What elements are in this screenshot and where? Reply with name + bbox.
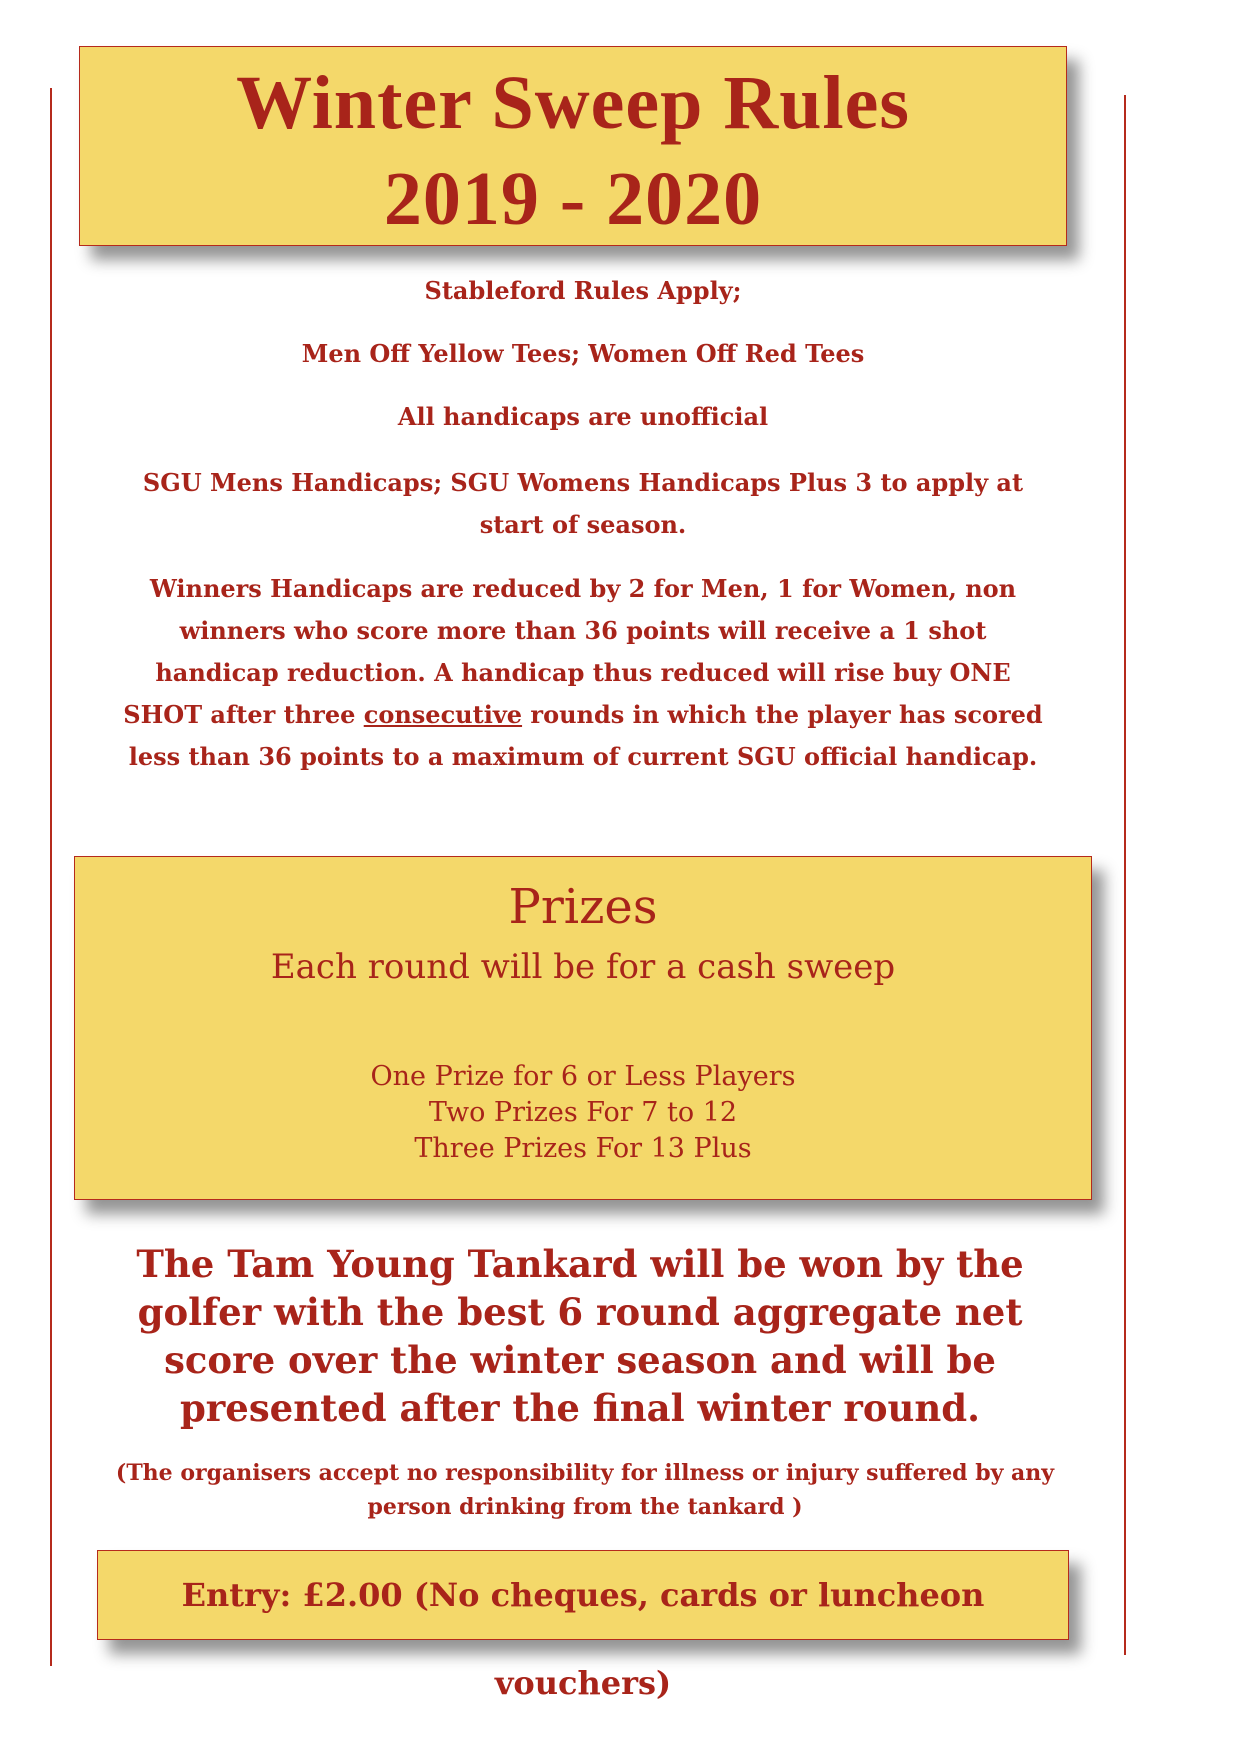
prize-tier: Three Prizes For 13 Plus [414, 1133, 752, 1164]
prize-tiers [75, 1059, 1091, 1167]
title-banner [79, 46, 1067, 246]
title-line-1: Winter Sweep Rules [236, 61, 910, 145]
disclaimer: (The organisers accept no responsibility for illness or injury suffered by any person drinking from the tankard ) [115, 1460, 1055, 1520]
rule-winners-text-end: rounds in which the player has scored less than 36 points to a maximum of current SGU official handicap. [128, 700, 1043, 771]
rule-sgu-handicaps: SGU Mens Handicaps; SGU Womens Handicaps Plus 3 to apply at start of season. [142, 468, 1024, 539]
prizes-panel [74, 856, 1092, 1200]
entry-fee-text: Entry: £2.00 (No cheques, cards or luncheon vouchers) [181, 1576, 985, 1702]
rule-winners-text-start: Winners Handicaps are reduced by 2 for Men, 1 for Women, non winners who score more than 36 points will receive a 1 shot handicap reduction. A handicap thus reduced will rise buy ONE SHOT after three [123, 574, 1017, 729]
prize-tier: One Prize for 6 or Less Players [370, 1061, 796, 1092]
rule-winners-handicaps [120, 568, 1046, 778]
entry-fee-banner [97, 1550, 1069, 1702]
rule-stableford: Stableford Rules Apply; [424, 276, 742, 305]
left-margin-rule [50, 88, 52, 1666]
prizes-subtitle: Each round will be for a cash sweep [270, 947, 896, 987]
rule-tees: Men Off Yellow Tees; Women Off Red Tees [301, 339, 865, 368]
rule-unofficial: All handicaps are unofficial [397, 402, 769, 431]
right-margin-rule [1124, 95, 1126, 1655]
rule-winners-underlined: consecutive [363, 700, 523, 729]
tankard-statement: The Tam Young Tankard will be won by the golfer with the best 6 round aggregate net score over the winter season and will be presented after the final winter round. [136, 1242, 1024, 1430]
prize-tier: Two Prizes For 7 to 12 [428, 1097, 738, 1128]
title-line-2: 2019 - 2020 [383, 157, 763, 241]
prizes-heading: Prizes [508, 879, 658, 935]
